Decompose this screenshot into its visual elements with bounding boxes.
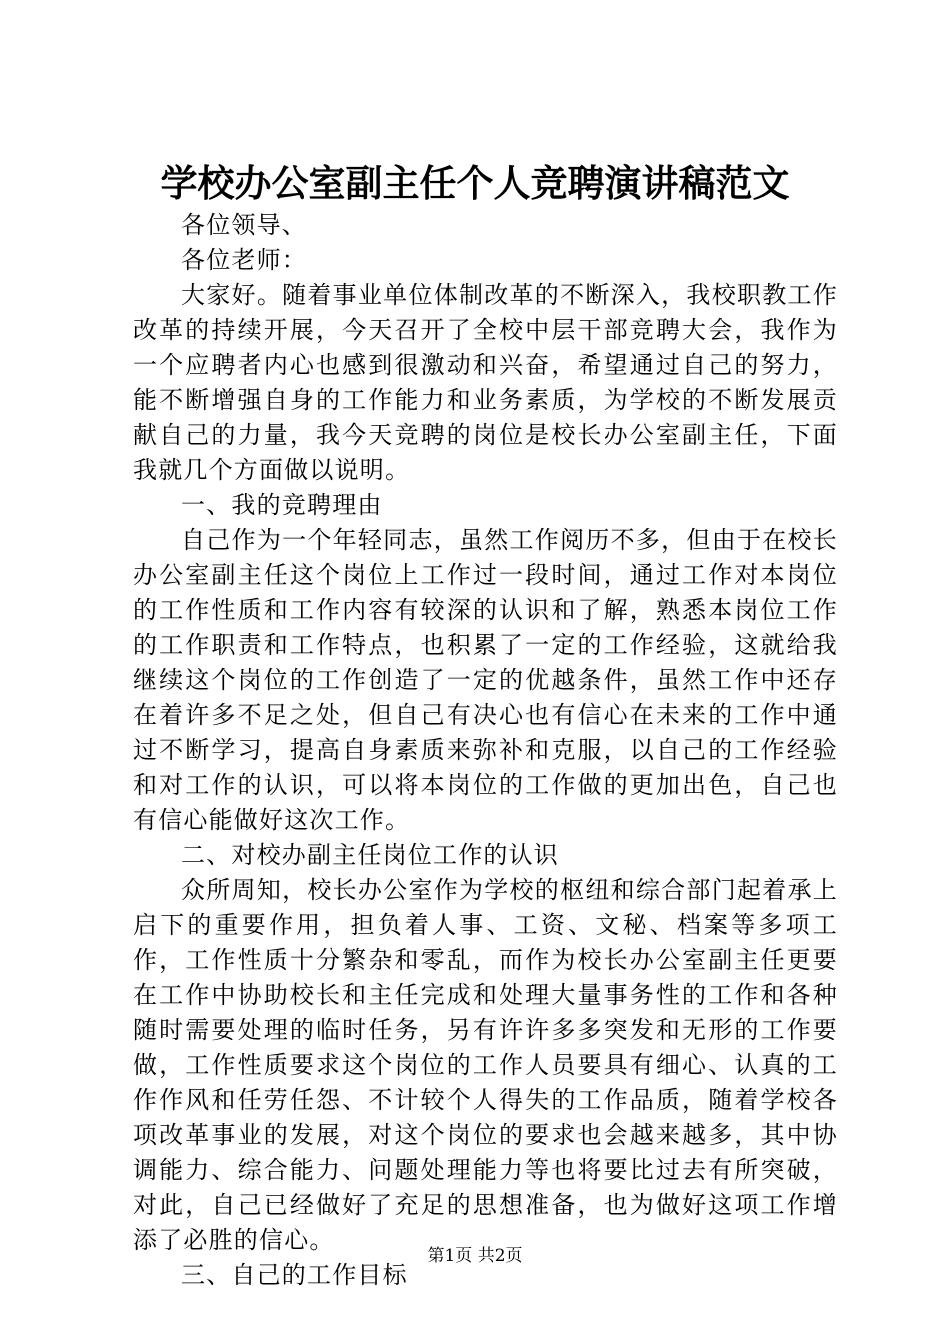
salutation-teachers: 各位老师： — [181, 246, 307, 274]
section-heading-1: 一、我的竞聘理由 — [181, 491, 383, 519]
document-body — [133, 208, 838, 1293]
document-title: 学校办公室副主任个人竞聘演讲稿范文 — [160, 161, 790, 205]
section-1-paragraph: 自己作为一个年轻同志，虽然工作阅历不多，但由于在校长办公室副主任这个岗位上工作过一段时间，通过工作对本岗位的工作性质和工作内容有较深的认识和了解，熟悉本岗位工作的工作职责和工作特点，也积累了一定的工作经验，这就给我继续这个岗位的工作创造了一定的优越条件，虽然工作中还存在着许多不足之处，但自己有决心也有信心在未来的工作中通过不断学习，提高自身素质来弥补和克服，以自己的工作经验和对工作的认识，可以将本岗位的工作做的更加出色，自己也有信心能做好这次工作。 — [133, 526, 838, 834]
salutation-leaders: 各位领导、 — [181, 211, 307, 239]
page-number-footer: 第1页 共2页 — [427, 1246, 523, 1266]
section-2-paragraph: 众所周知，校长办公室作为学校的枢纽和综合部门起着承上启下的重要作用，担负着人事、工资、文秘、档案等多项工作，工作性质十分繁杂和零乱，而作为校长办公室副主任更要在工作中协助校长和主任完成和处理大量事务性的工作和各种随时需要处理的临时任务，另有许许多多突发和无形的工作要做，工作性质要求这个岗位的工作人员要具有细心、认真的工作作风和任劳任怨、不计较个人得失的工作品质，随着学校各项改革事业的发展，对这个岗位的要求也会越来越多，其中协调能力、综合能力、问题处理能力等也将要比过去有所突破，对此，自己已经做好了充足的思想准备，也为做好这项工作增添了必胜的信心。 — [133, 876, 838, 1254]
section-heading-3: 三、自己的工作目标 — [181, 1261, 408, 1289]
intro-paragraph: 大家好。随着事业单位体制改革的不断深入，我校职教工作改革的持续开展，今天召开了全校中层干部竞聘大会，我作为一个应聘者内心也感到很激动和兴奋，希望通过自己的努力，能不断增强自身的工作能力和业务素质，为学校的不断发展贡献自己的力量，我今天竞聘的岗位是校长办公室副主任，下面我就几个方面做以说明。 — [133, 281, 838, 484]
section-heading-2: 二、对校办副主任岗位工作的认识 — [181, 841, 559, 869]
